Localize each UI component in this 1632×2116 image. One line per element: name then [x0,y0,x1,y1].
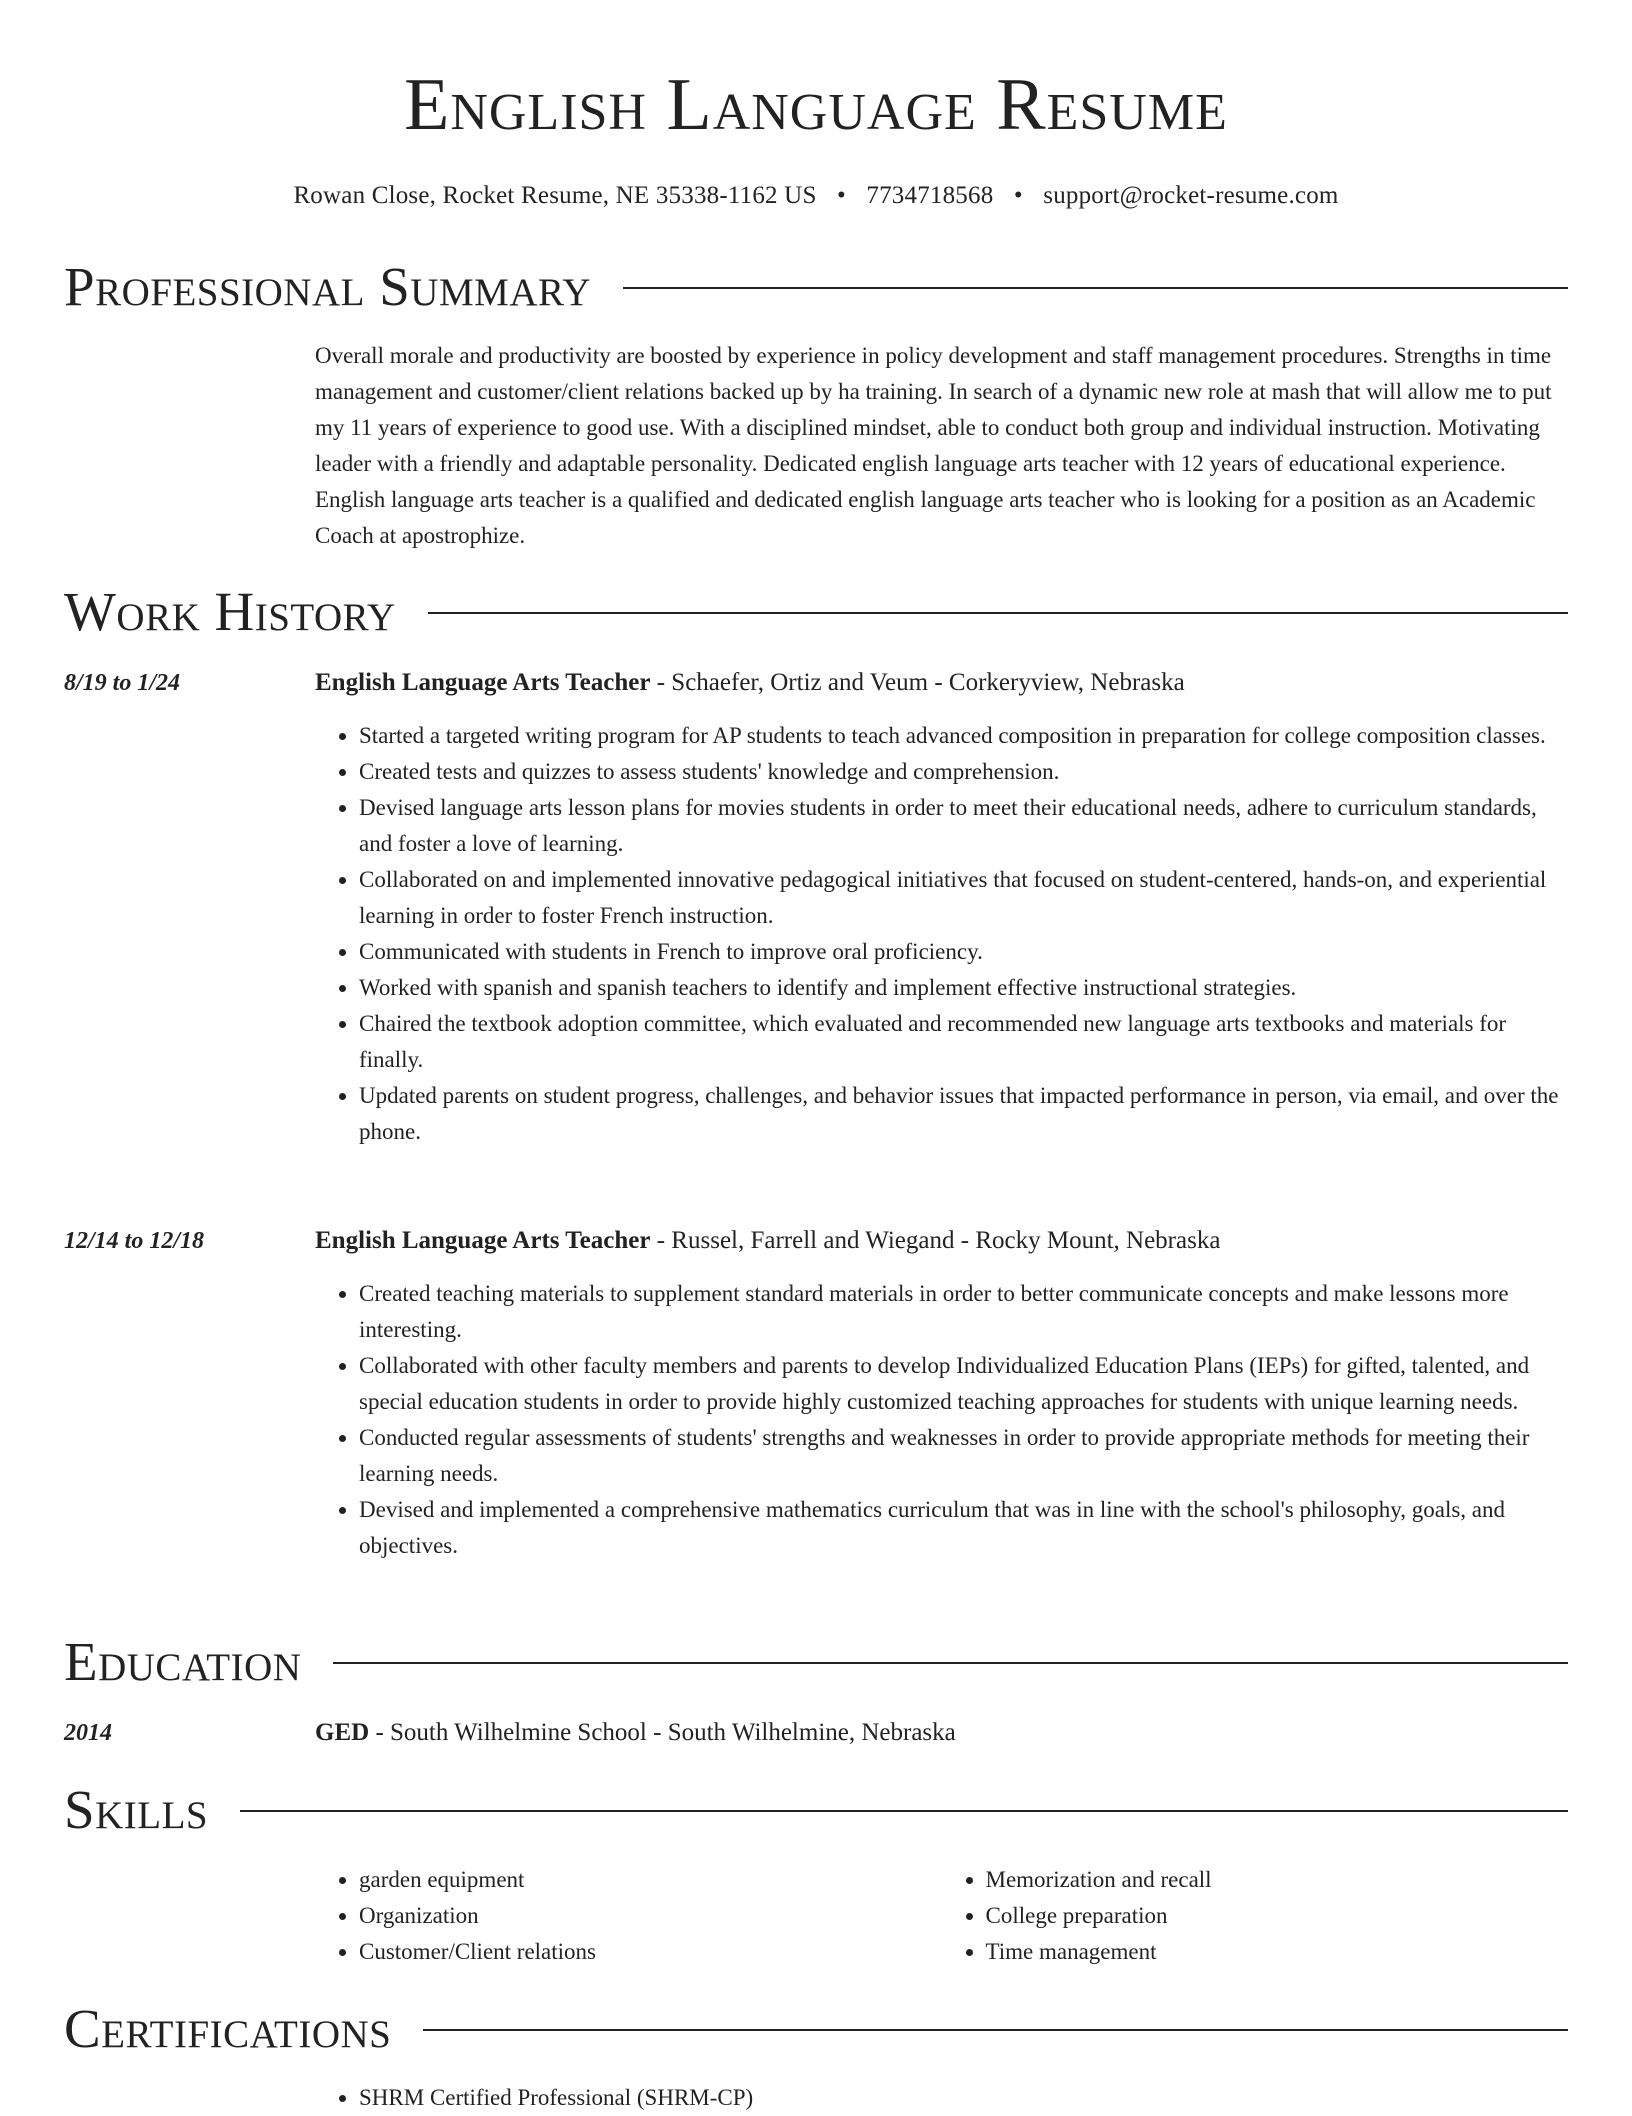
education-school: - South Wilhelmine School - South Wilhelmine, Nebraska [369,1719,956,1746]
job-title-line [315,667,1568,699]
resume-name: English Language Resume [404,64,1228,146]
contact-separator: • [1013,182,1023,209]
section-divider [333,1662,1568,1664]
job-bullets [315,718,1568,1150]
section-divider [623,287,1568,289]
contact-address: Rowan Close, Rocket Resume, NE 35338-1162 US [293,182,817,209]
list-item: • Created tests and quizzes to assess students' knowledge and comprehension. [359,754,1568,790]
certifications-list [315,2080,1568,2116]
certifications-section-title: Certifications [64,1998,392,2059]
contact-phone: 7734718568 [866,182,994,209]
list-item: • Created teaching materials to supplement standard materials in order to better communicate concepts and make lessons more interesting. [359,1276,1568,1348]
work-history-section-title: Work History [64,581,396,642]
skills-grid [315,1862,1568,1970]
job-dates: 12/14 to 12/18 [64,1228,205,1254]
skills-list-right [942,1862,1569,1970]
list-item: • Collaborated on and implemented innovative pedagogical initiatives that focused on student-centered, hands-on, and experiential learning in order to foster French instruction. [359,862,1568,934]
job-employer: - Schaefer, Ortiz and Veum - Corkeryview, Nebraska [650,669,1185,696]
job-dates: 8/19 to 1/24 [64,670,181,696]
job-title-line [315,1225,1568,1257]
education-section-header [64,1630,1568,1694]
skill-item: • Memorization and recall [986,1862,1569,1898]
job-role: English Language Arts Teacher [315,669,651,696]
certifications-list-wrap [315,2080,1568,2116]
skill-item: • College preparation [986,1898,1569,1934]
job-employer: - Russel, Farrell and Wiegand - Rocky Mount, Nebraska [650,1227,1221,1254]
education-entry [315,1717,1568,1749]
resume-page [64,0,1568,2110]
summary-text: Overall morale and productivity are boosted by experience in policy development and staff management procedures. Strengths in time management and customer/client relations backed up by ha training. In search of a dynamic new role at mash that will allow me to put my 11 years of experience to good use. With a disciplined mindset, able to conduct both group and individual instruction. Motivating leader with a friendly and adaptable personality. Dedicated english language arts teacher with 12 years of educational experience. English language arts teacher is a qualified and dedicated english language arts teacher who is looking for a position as an Academic Coach at apostrophize. [315,343,1552,548]
certifications-section-header [64,1997,1568,2061]
job-entry [315,667,1568,1150]
skill-item: • garden equipment [359,1862,942,1898]
list-item: • Updated parents on student progress, challenges, and behavior issues that impacted performance in person, via email, and over the phone. [359,1078,1568,1150]
list-item: • Communicated with students in French to improve oral proficiency. [359,934,1568,970]
job-entry [315,1225,1568,1564]
section-divider [423,2029,1568,2031]
skills-section-title: Skills [64,1779,209,1840]
job-role: English Language Arts Teacher [315,1227,651,1254]
skills-list-left [315,1862,942,1970]
section-divider [240,1810,1568,1812]
education-degree: GED [315,1719,370,1746]
list-item: • Collaborated with other faculty members and parents to develop Individualized Education Plans (IEPs) for gifted, talented, and special education students in order to provide highly customized teaching approaches for students with unique learning needs. [359,1348,1568,1420]
section-divider [428,612,1568,614]
summary-section-header [64,255,1568,319]
list-item: • Devised language arts lesson plans for movies students in order to meet their educational needs, adhere to curriculum standards, and foster a love of learning. [359,790,1568,862]
contact-email: support@rocket-resume.com [1043,182,1339,209]
list-item: • Conducted regular assessments of students' strengths and weaknesses in order to provide appropriate methods for meeting their learning needs. [359,1420,1568,1492]
list-item: • Worked with spanish and spanish teachers to identify and implement effective instructional strategies. [359,970,1568,1006]
summary-section-title: Professional Summary [64,256,592,317]
contact-line [64,180,1568,212]
list-item: • Chaired the textbook adoption committee, which evaluated and recommended new language arts textbooks and materials for finally. [359,1006,1568,1078]
education-section-title: Education [64,1631,302,1692]
skill-item: • Time management [986,1934,1569,1970]
contact-separator: • [837,182,846,209]
skill-item: • Customer/Client relations [359,1934,942,1970]
job-bullets [315,1276,1568,1564]
skills-section-header [64,1778,1568,1842]
education-year: 2014 [64,1720,112,1746]
work-history-section-header [64,580,1568,644]
skill-item: • Organization [359,1898,942,1934]
list-item: • Started a targeted writing program for AP students to teach advanced composition in preparation for college composition classes. [359,718,1568,754]
certification-item: • SHRM Certified Professional (SHRM-CP) [359,2080,1568,2116]
list-item: • Devised and implemented a comprehensive mathematics curriculum that was in line with the school's philosophy, goals, and objectives. [359,1492,1568,1564]
